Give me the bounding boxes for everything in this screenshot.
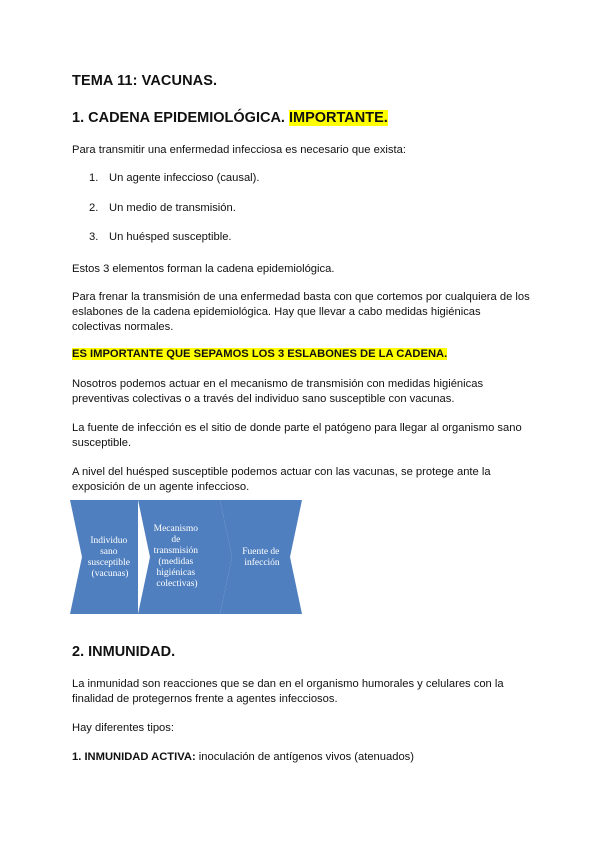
- chevron-line: de: [171, 535, 181, 545]
- page-title: TEMA 11: VACUNAS.: [72, 73, 218, 89]
- chevron-label: [242, 547, 282, 568]
- paragraph: La inmunidad son reacciones que se dan en el organismo humorales y celulares con la finalidad de protegernos frente a agentes infecciosos.: [72, 678, 504, 705]
- important-note: [72, 348, 447, 360]
- chevron-fuente: [220, 500, 302, 614]
- paragraph: Estos 3 elementos forman la cadena epidemiológica.: [72, 263, 335, 275]
- chevron-line: Mecanismo: [153, 524, 198, 534]
- paragraph: Hay diferentes tipos:: [72, 722, 174, 734]
- list-item: [89, 172, 260, 184]
- heading-text: 1. CADENA EPIDEMIOLÓGICA.: [72, 110, 285, 126]
- list-number: 2.: [89, 202, 99, 214]
- paragraph: A nivel del huésped susceptible podemos actuar con las vacunas, se protege ante la exposición de un agente infeccioso.: [72, 466, 491, 493]
- chevron-line: susceptible: [87, 558, 130, 568]
- list-number: 1.: [89, 172, 99, 184]
- list-item: [89, 231, 232, 243]
- chevron-line: (vacunas): [91, 569, 129, 579]
- item-bold-label: 1. INMUNIDAD ACTIVA:: [72, 751, 196, 763]
- item-text: inoculación de antígenos vivos (atenuados): [195, 751, 414, 763]
- paragraph: Nosotros podemos actuar en el mecanismo de transmisión con medidas higiénicas preventivas colectivas o a través del individuo sano susceptible con vacunas.: [72, 378, 484, 405]
- chevron-line: sano: [100, 547, 118, 557]
- list-number: 3.: [89, 231, 99, 243]
- chevron-line: transmisión: [153, 546, 198, 556]
- section-heading-cadena: [72, 110, 388, 126]
- inmunidad-activa-item: [72, 750, 532, 765]
- paragraph: Para frenar la transmisión de una enfermedad basta con que cortemos por cualquiera de los eslabones de la cadena epidemiológica. Hay que llevar a cabo medidas higiénicas colectivas normales.: [72, 291, 530, 333]
- list-text: Un agente infeccioso (causal).: [109, 172, 260, 184]
- epidemiological-chain-diagram: [70, 500, 310, 614]
- section-heading-inmunidad: 2. INMUNIDAD.: [72, 644, 176, 660]
- important-highlight: ES IMPORTANTE QUE SEPAMOS LOS 3 ESLABONES DE LA CADENA.: [72, 348, 448, 360]
- chevron-line: higiénicas: [156, 568, 196, 578]
- intro-paragraph: Para transmitir una enfermedad infecciosa es necesario que exista:: [72, 144, 406, 156]
- chevron-individuo: [70, 500, 138, 614]
- list-text: Un medio de transmisión.: [109, 202, 236, 214]
- paragraph: La fuente de infección es el sitio de donde parte el patógeno para llegar al organismo sano susceptible.: [72, 422, 522, 449]
- chevron-line: infección: [244, 558, 280, 568]
- chevron-line: (medidas: [158, 557, 194, 567]
- list-item: [89, 202, 236, 214]
- chevron-line: Fuente de: [242, 547, 280, 557]
- list-text: Un huésped susceptible.: [109, 231, 232, 243]
- heading-highlight: IMPORTANTE.: [289, 110, 388, 126]
- chevron-label: [88, 536, 133, 579]
- chevron-label: [154, 524, 201, 589]
- chevron-line: Individuo: [90, 536, 128, 546]
- chevron-line: colectivas): [156, 579, 198, 589]
